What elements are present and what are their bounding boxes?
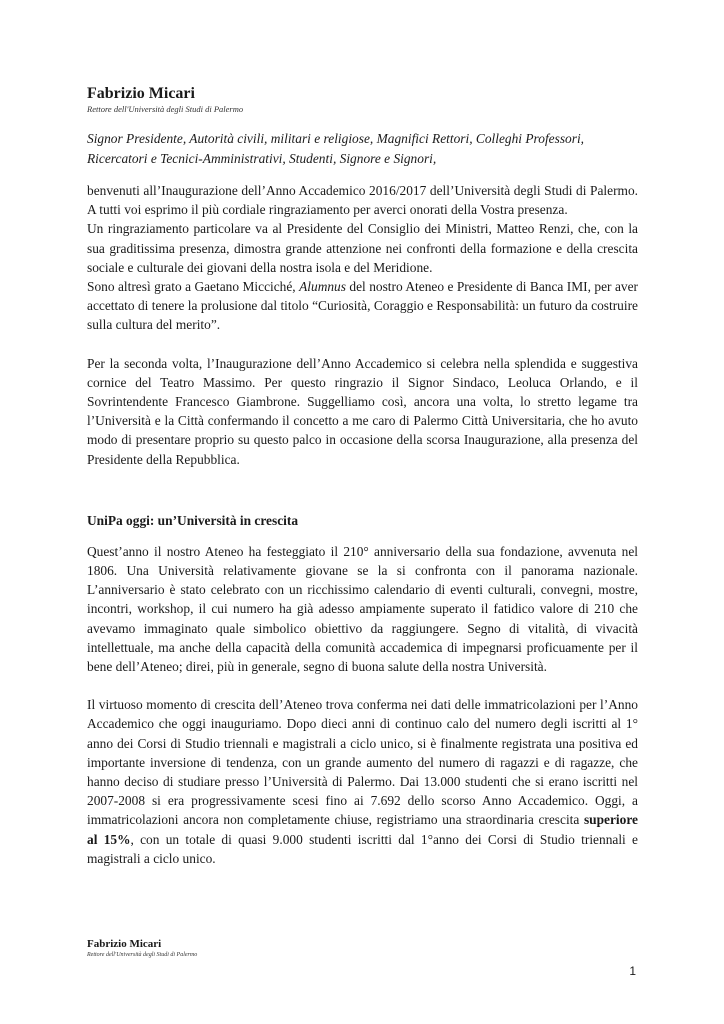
author-role: Rettore dell'Università degli Studi di Palermo bbox=[87, 104, 244, 114]
intro-p3-text-start: Sono altresì grato a Gaetano Micciché, bbox=[87, 279, 300, 295]
footer-author-role: Rettore dell'Università degli Studi di Palermo bbox=[87, 952, 198, 958]
page-content bbox=[87, 85, 638, 868]
section-paragraph-2 bbox=[87, 695, 638, 868]
section-paragraph-1: Quest’anno il nostro Ateneo ha festeggiato il 210° anniversario della sua fondazione, avvenuta nel 1806. Una Università relativamente giovane se la si confronta con il panorama nazionale. L’anniversario è stato celebrato con un ricchissimo calendario di eventi culturali, convegni, mostre, incontri, workshop, il cui numero ha già adesso ampiamente superato il fatidico valore di 210 che avevamo immaginato quale simbolico obiettivo da raggiungere. Segno di vitalità, di vivacità intellettuale, ma anche della capacità della comunità accademica di impegnarsi proficuamente per il bene dell’Ateneo; direi, più in generale, segno di buona salute della nostra Università. bbox=[87, 543, 638, 675]
page-number: 1 bbox=[629, 964, 636, 978]
section-p2-text-start: Il virtuoso momento di crescita dell’Ateneo trova conferma nei dati delle immatricolazioni per l’Anno Accademico che oggi inauguriamo. Dopo dieci anni di continuo calo del numero degli iscritti al 1° anno dei Corsi di Studio triennali e magistrali a ciclo unico, si è finalmente registrata una positiva ed importante inversione di tendenza, con un grande aumento del numero di ragazzi e di ragazze, che hanno deciso di studiare presso l’Università di Palermo. Dai 13.000 studenti che si erano iscritti nel 2007-2008 si era progressivamente scesi fino ai 7.692 dello scorso Anno Accademico. Oggi, a immatricolazioni ancora non completamente chiuse, registriamo una straordinaria crescita bbox=[87, 697, 638, 828]
intro-p3-text-end: del nostro Ateneo e Presidente di Banca IMI, per aver accettato di tenere la prolusione dal titolo “Curiosità, Coraggio e Responsabilità: un futuro da costruire sulla cultura del merito”. bbox=[87, 279, 638, 333]
footer-author-name: Fabrizio Micari bbox=[87, 938, 162, 950]
page-footer bbox=[87, 938, 197, 960]
alumnus-italic: Alumnus bbox=[299, 279, 346, 295]
section-heading: UniPa oggi: un’Università in crescita bbox=[87, 512, 299, 528]
intro-paragraph-2: Un ringraziamento particolare va al Presidente del Consiglio dei Ministri, Matteo Renzi, che, con la sua graditissima presenza, dimostra grande attenzione nei confronti della formazione e della crescita sociale e culturale dei giovani della nostra isola e del Meridione. bbox=[87, 221, 638, 275]
intro-paragraph-3 bbox=[87, 277, 638, 335]
growth-bold: superiore al 15% bbox=[87, 812, 638, 847]
author-name: Fabrizio Micari bbox=[87, 85, 195, 102]
intro-paragraph-1: benvenuti all’Inaugurazione dell’Anno Accademico 2016/2017 dell’Università degli Studi di Palermo. A tutti voi esprimo il più cordiale ringraziamento per averci onorati della Vostra presenza. bbox=[87, 183, 638, 218]
intro-paragraph-4: Per la seconda volta, l’Inaugurazione dell’Anno Accademico si celebra nella splendida e suggestiva cornice del Teatro Massimo. Per questo ringrazio il Signor Sindaco, Leoluca Orlando, e il Sovrintendente Francesco Giambrone. Suggelliamo così, ancora una volta, lo stretto legame tra l’Università e la Città confermando il concetto a me caro di Palermo Città Universitaria, che ho avuto modo di presentare proprio su questo palco in occasione della scorsa Inaugurazione, alla presenza del Presidente della Repubblica. bbox=[87, 355, 638, 467]
section-p2-text-end: , con un totale di quasi 9.000 studenti iscritti dal 1°anno dei Corsi di Studio triennali e magistrali a ciclo unico. bbox=[87, 831, 638, 866]
salutation: Signor Presidente, Autorità civili, militari e religiose, Magnifici Rettori, Colleghi Professori, Ricercatori e Tecnici-Amministrativi, Studenti, Signore e Signori, bbox=[87, 131, 585, 166]
